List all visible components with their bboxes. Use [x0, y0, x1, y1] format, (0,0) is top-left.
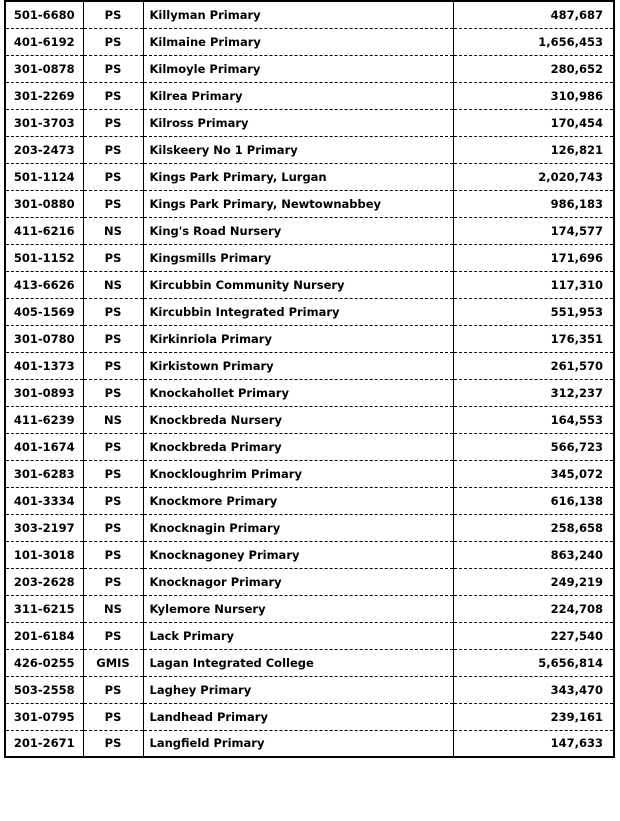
table-body: [5, 1, 614, 757]
table-row: [5, 190, 614, 217]
school-name-cell: Knocknagoney Primary: [143, 541, 453, 568]
table-row: [5, 406, 614, 433]
school-reference-cell: 101-3018: [5, 541, 83, 568]
funding-amount-cell: 345,072: [453, 460, 614, 487]
table-row: [5, 622, 614, 649]
funding-amount-cell: 1,656,453: [453, 28, 614, 55]
school-name-cell: Kilskeery No 1 Primary: [143, 136, 453, 163]
school-reference-cell: 301-0893: [5, 379, 83, 406]
school-name-cell: Killyman Primary: [143, 1, 453, 28]
school-type-cell: PS: [83, 55, 143, 82]
table-row: [5, 487, 614, 514]
school-reference-cell: 401-1373: [5, 352, 83, 379]
school-name-cell: Laghey Primary: [143, 676, 453, 703]
school-type-cell: PS: [83, 163, 143, 190]
school-reference-cell: 301-2269: [5, 82, 83, 109]
school-type-cell: PS: [83, 487, 143, 514]
school-name-cell: Kircubbin Community Nursery: [143, 271, 453, 298]
funding-amount-cell: 227,540: [453, 622, 614, 649]
school-type-cell: PS: [83, 676, 143, 703]
school-reference-cell: 411-6216: [5, 217, 83, 244]
funding-amount-cell: 224,708: [453, 595, 614, 622]
school-type-cell: PS: [83, 352, 143, 379]
school-name-cell: Kircubbin Integrated Primary: [143, 298, 453, 325]
school-reference-cell: 301-0795: [5, 703, 83, 730]
table-row: [5, 703, 614, 730]
school-name-cell: Kingsmills Primary: [143, 244, 453, 271]
funding-amount-cell: 171,696: [453, 244, 614, 271]
school-type-cell: PS: [83, 433, 143, 460]
funding-amount-cell: 239,161: [453, 703, 614, 730]
funding-amount-cell: 249,219: [453, 568, 614, 595]
school-name-cell: Landhead Primary: [143, 703, 453, 730]
funding-amount-cell: 174,577: [453, 217, 614, 244]
table-row: [5, 217, 614, 244]
table-row: [5, 433, 614, 460]
school-type-cell: PS: [83, 568, 143, 595]
school-name-cell: Knockbreda Nursery: [143, 406, 453, 433]
school-type-cell: PS: [83, 190, 143, 217]
funding-amount-cell: 863,240: [453, 541, 614, 568]
table-row: [5, 271, 614, 298]
table-row: [5, 352, 614, 379]
school-name-cell: Kylemore Nursery: [143, 595, 453, 622]
document-page: [4, 0, 613, 818]
table-row: [5, 28, 614, 55]
school-reference-cell: 405-1569: [5, 298, 83, 325]
school-type-cell: PS: [83, 514, 143, 541]
table-row: [5, 163, 614, 190]
school-reference-cell: 201-2671: [5, 730, 83, 757]
school-type-cell: PS: [83, 244, 143, 271]
table-row: [5, 298, 614, 325]
school-reference-cell: 203-2473: [5, 136, 83, 163]
funding-amount-cell: 986,183: [453, 190, 614, 217]
school-type-cell: PS: [83, 109, 143, 136]
school-type-cell: PS: [83, 703, 143, 730]
table-row: [5, 55, 614, 82]
school-reference-cell: 301-3703: [5, 109, 83, 136]
school-reference-cell: 301-0880: [5, 190, 83, 217]
school-name-cell: Knockahollet Primary: [143, 379, 453, 406]
funding-amount-cell: 551,953: [453, 298, 614, 325]
school-reference-cell: 401-3334: [5, 487, 83, 514]
table-row: [5, 514, 614, 541]
table-row: [5, 460, 614, 487]
school-type-cell: PS: [83, 730, 143, 757]
school-type-cell: PS: [83, 298, 143, 325]
school-type-cell: PS: [83, 379, 143, 406]
funding-amount-cell: 280,652: [453, 55, 614, 82]
table-row: [5, 136, 614, 163]
table-row: [5, 649, 614, 676]
school-name-cell: Kilmaine Primary: [143, 28, 453, 55]
school-type-cell: PS: [83, 460, 143, 487]
funding-amount-cell: 258,658: [453, 514, 614, 541]
school-reference-cell: 501-1124: [5, 163, 83, 190]
school-name-cell: Knockloughrim Primary: [143, 460, 453, 487]
school-reference-cell: 203-2628: [5, 568, 83, 595]
funding-amount-cell: 343,470: [453, 676, 614, 703]
school-type-cell: NS: [83, 271, 143, 298]
school-type-cell: GMIS: [83, 649, 143, 676]
table-row: [5, 82, 614, 109]
funding-amount-cell: 261,570: [453, 352, 614, 379]
table-row: [5, 325, 614, 352]
funding-amount-cell: 164,553: [453, 406, 614, 433]
funding-amount-cell: 117,310: [453, 271, 614, 298]
table-row: [5, 109, 614, 136]
funding-amount-cell: 487,687: [453, 1, 614, 28]
funding-amount-cell: 2,020,743: [453, 163, 614, 190]
funding-amount-cell: 310,986: [453, 82, 614, 109]
school-type-cell: PS: [83, 82, 143, 109]
school-name-cell: Knocknagor Primary: [143, 568, 453, 595]
school-name-cell: Langfield Primary: [143, 730, 453, 757]
school-reference-cell: 301-6283: [5, 460, 83, 487]
school-type-cell: PS: [83, 622, 143, 649]
school-name-cell: Kilross Primary: [143, 109, 453, 136]
table-row: [5, 568, 614, 595]
funding-amount-cell: 616,138: [453, 487, 614, 514]
school-reference-cell: 201-6184: [5, 622, 83, 649]
table-row: [5, 1, 614, 28]
school-name-cell: Lack Primary: [143, 622, 453, 649]
school-name-cell: Kilrea Primary: [143, 82, 453, 109]
funding-amount-cell: 147,633: [550, 736, 603, 751]
school-name-cell: Knockmore Primary: [143, 487, 453, 514]
table-row: [5, 595, 614, 622]
table-row: [5, 730, 614, 757]
school-type-cell: PS: [83, 325, 143, 352]
school-reference-cell: 401-6192: [5, 28, 83, 55]
school-reference-cell: 501-1152: [5, 244, 83, 271]
funding-amount-cell: 170,454: [453, 109, 614, 136]
school-reference-cell: 426-0255: [5, 649, 83, 676]
table-row: [5, 379, 614, 406]
school-reference-cell: 503-2558: [5, 676, 83, 703]
funding-amount-cell: 126,821: [453, 136, 614, 163]
school-type-cell: PS: [83, 1, 143, 28]
school-name-cell: Kings Park Primary, Lurgan: [143, 163, 453, 190]
school-reference-cell: 501-6680: [5, 1, 83, 28]
school-name-cell: Kirkinriola Primary: [143, 325, 453, 352]
funding-amount-cell: 5,656,814: [453, 649, 614, 676]
school-reference-cell: 311-6215: [5, 595, 83, 622]
school-name-cell: Lagan Integrated College: [143, 649, 453, 676]
school-name-cell: Kirkistown Primary: [143, 352, 453, 379]
school-type-cell: NS: [83, 217, 143, 244]
table-row: [5, 541, 614, 568]
funding-amount-cell: 566,723: [453, 433, 614, 460]
funding-amount-cell: 312,237: [453, 379, 614, 406]
table-row: [5, 244, 614, 271]
school-name-cell: King's Road Nursery: [143, 217, 453, 244]
school-reference-cell: 301-0780: [5, 325, 83, 352]
school-name-cell: Kilmoyle Primary: [143, 55, 453, 82]
school-name-cell: Knocknagin Primary: [143, 514, 453, 541]
school-reference-cell: 303-2197: [5, 514, 83, 541]
school-type-cell: PS: [83, 28, 143, 55]
school-type-cell: PS: [83, 541, 143, 568]
school-type-cell: NS: [83, 595, 143, 622]
school-reference-cell: 411-6239: [5, 406, 83, 433]
school-type-cell: PS: [83, 136, 143, 163]
schools-funding-table: [4, 0, 615, 758]
funding-amount-cell: 176,351: [453, 325, 614, 352]
school-reference-cell: 413-6626: [5, 271, 83, 298]
school-name-cell: Knockbreda Primary: [143, 433, 453, 460]
school-name-cell: Kings Park Primary, Newtownabbey: [143, 190, 453, 217]
school-reference-cell: 401-1674: [5, 433, 83, 460]
table-row: [5, 676, 614, 703]
school-type-cell: NS: [83, 406, 143, 433]
school-reference-cell: 301-0878: [5, 55, 83, 82]
